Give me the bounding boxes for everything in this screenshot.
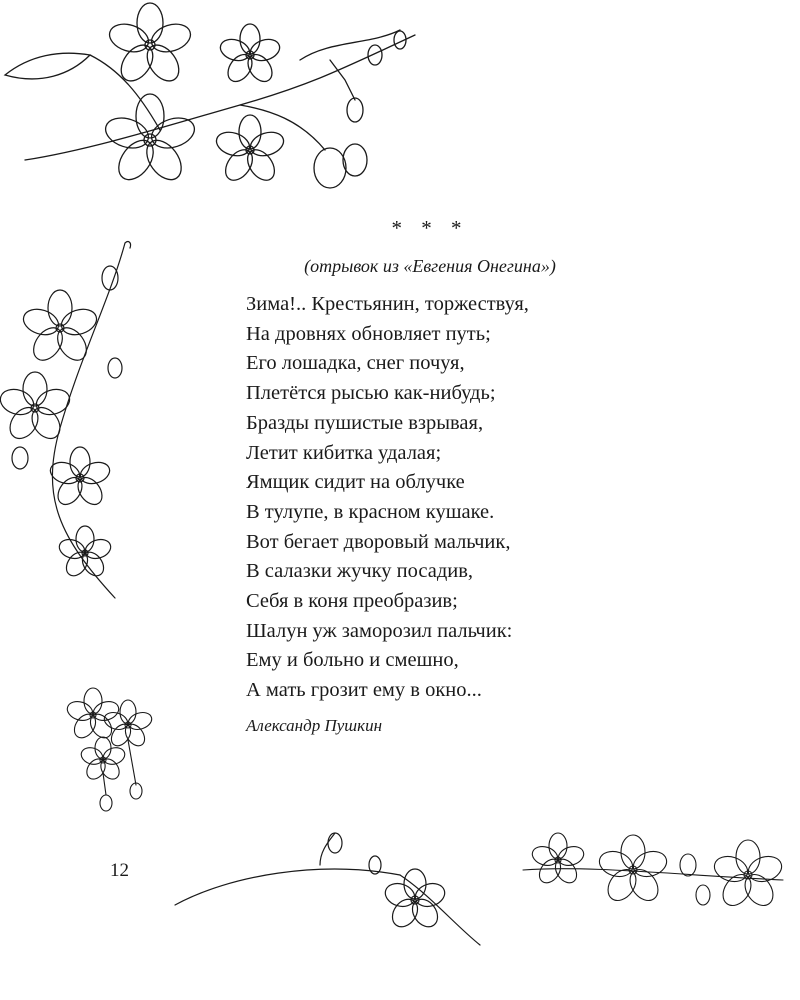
- poem-line: В тулупе, в красном кушаке.: [246, 500, 495, 523]
- poem-line: На дровнях обновляет путь;: [246, 322, 491, 345]
- poem-author: Александр Пушкин: [246, 716, 382, 735]
- blossom-row-icon: [518, 825, 793, 925]
- poem-subtitle: (отрывок из «Евгения Онегина»): [304, 256, 556, 276]
- poem-line: А мать грозит ему в окно...: [246, 679, 482, 702]
- poem-line: Себя в коня преобразив;: [246, 590, 458, 613]
- poem-line: Его лошадка, снег почуя,: [246, 352, 465, 375]
- poem-line: Ямщик сидит на облучке: [246, 471, 465, 494]
- poem-line: В салазки жучку посадив,: [246, 560, 474, 583]
- poem-line: Вот бегает дворовый мальчик,: [246, 530, 511, 553]
- blossom-cluster-icon: [58, 685, 163, 815]
- poem-line: Ему и больно и смешно,: [246, 649, 459, 672]
- poem-line: Зима!.. Крестьянин, торжествуя,: [246, 293, 529, 315]
- blossom-spray-icon: [0, 238, 150, 608]
- cherry-blossom-branch-icon: [0, 0, 440, 215]
- page-number: 12: [110, 860, 129, 881]
- poem-body: [246, 290, 529, 706]
- poem-line: Бразды пушистые взрывая,: [246, 411, 484, 434]
- poem-line: Шалун уж заморозил пальчик:: [246, 619, 513, 642]
- poem-line: Плетётся рысью как-нибудь;: [246, 382, 496, 405]
- blossom-twig-icon: [170, 825, 490, 955]
- poem-line: Летит кибитка удалая;: [246, 441, 442, 464]
- section-ornament: * * *: [391, 216, 469, 240]
